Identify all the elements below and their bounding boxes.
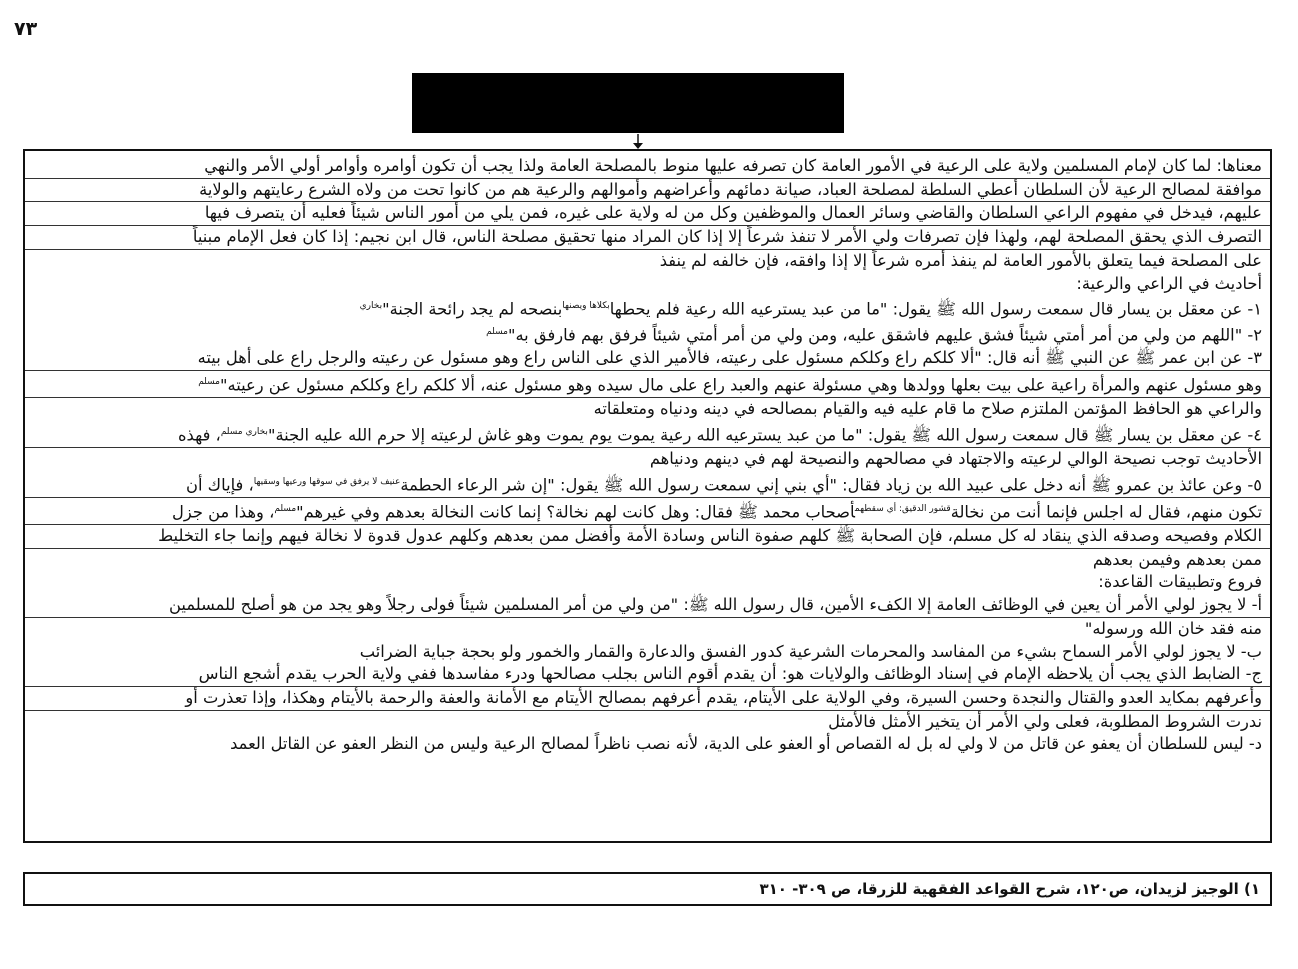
- line-text: فروع وتطبيقات القاعدة:: [1098, 572, 1262, 592]
- text-line: [33, 250, 1262, 273]
- citation-tag: قشور الدقيق: أي سقطهم: [854, 503, 951, 514]
- text-line: [33, 421, 1262, 447]
- text-line: [33, 641, 1262, 664]
- line-text: موافقة لمصالح الرعية لأن السلطان أعطي السلطة لمصلحة العباد، صيانة دمائهم وأعراضهم وأموالهم والرعية هم من كانوا تحت من ولاه الشرع رعايتهم والولاية: [199, 179, 1262, 199]
- line-text: ٣- عن ابن عمر ﷺ عن النبي ﷺ أنه قال: "ألا كلكم راع وكلكم مسئول على رعيته، فالأمير الذي على الناس راع وهو مسئول عن رعيته والرجل راع على أهل بيته: [197, 348, 1262, 368]
- text-line: [33, 571, 1262, 594]
- line-text: أحاديث في الراعي والرعية:: [1076, 273, 1262, 293]
- line-text: وهو مسئول عنهم والمرأة راعية على بيت بعلها وولدها وهي مسئولة عنهم والعبد راع على مال سيده وهو مسئول عنه، ألا كلكم راع وكلكم مسئول عن رعيته": [220, 375, 1262, 395]
- line-text: بنصحه لم يجد رائحة الجنة": [382, 299, 563, 319]
- citation-tag: مسلم: [486, 327, 508, 338]
- line-text: أصحاب محمد ﷺ فقال: وهل كانت لهم نخالة؟ إنما كانت النخالة بعدهم وفي غيرهم": [296, 502, 855, 522]
- text-line: [33, 687, 1262, 710]
- line-text: ٥- وعن عائذ بن عمرو ﷺ أنه دخل على عبيد الله بن زياد فقال: "أي بني إني سمعت رسول الله ﷺ يقول: "إن شر الرعاء الحطمة: [400, 475, 1262, 495]
- citation-tag: بخاري: [359, 301, 383, 312]
- line-text: تكون منهم، فقال له اجلس فإنما أنت من نخالة: [950, 502, 1262, 522]
- citation-tag: بكلاها ويصنها: [562, 301, 610, 312]
- line-text: ندرت الشروط المطلوبة، فعلى ولي الأمر أن يتخير الأمثل فالأمثل: [828, 711, 1262, 731]
- down-arrow-icon: [628, 134, 648, 150]
- line-text: معناها: لما كان لإمام المسلمين ولاية على الرعية في الأمور العامة كان تصرفه عليها منوط بالمصلحة العامة ولذا يجب أن تكون أوامره وأوامر أولي الأمر والنهي: [204, 156, 1262, 175]
- text-line: [33, 618, 1262, 641]
- citation-tag: عنيف لا يرفق في سوقها ورعيها وسقيها: [253, 476, 401, 487]
- text-line: [33, 295, 1262, 321]
- line-text: ب- لا يجوز لولي الأمر السماح بشيء من المفاسد والمحرمات الشرعية كدور الفسق والدعارة والقمار والخمور ولو بحجة جباية الضرائب: [359, 641, 1262, 661]
- line-text: ٢- "اللهم من ولي من أمر أمتي شيئاً فشق عليهم فاشقق عليه، ومن ولي من أمر أمتي شيئاً فرفق بهم فارفق به": [507, 325, 1262, 345]
- line-text: منه فقد خان الله ورسوله": [1084, 618, 1262, 638]
- text-line: [33, 398, 1262, 421]
- line-text: أ- لا يجوز لولي الأمر أن يعين في الوظائف العامة إلا الكفء الأمين، قال رسول الله ﷺ: "من ولي من أمر المسلمين شيئاً فولى رجلاً وهو يجد من هو أصلح للمسلمين: [169, 595, 1262, 615]
- page-number: ٧٣: [14, 18, 38, 40]
- text-line: [33, 549, 1262, 572]
- line-text: التصرف الذي يحقق المصلحة لهم، ولهذا فإن تصرفات ولي الأمر لا تنفذ شرعاً إلا إذا كان المراد منها تحقيق مصلحة الناس، قال ابن نجيم: إذا كان فعل الإمام مبنياً: [192, 227, 1262, 247]
- text-line: [33, 448, 1262, 471]
- line-text: على المصلحة فيما يتعلق بالأمور العامة لم ينفذ أمره شرعاً إلا إذا وافقه، فإن خالفه لم ينفذ: [659, 250, 1262, 270]
- line-text: ج- الضابط الذي يجب أن يلاحظه الإمام في إسناد الوظائف والولايات هو: أن يقدم أقوم الناس بجلب مصالحها ودرء مفاسدها ففي ولاية الحرب يقدم أشجع الناس: [198, 664, 1262, 684]
- text-line: [33, 663, 1262, 686]
- line-text: وأعرفهم بمكايد العدو والقتال والنجدة وحسن السيرة، وفي الولاية على الأيتام، يقدم أعرفهم بمصالح الأيتام مع الأمانة والعفة والرحمة بالأيتام وهكذا، وإذا تعذرت أو: [185, 688, 1262, 707]
- text-line: [33, 273, 1262, 296]
- text-line: [33, 471, 1262, 497]
- text-line: [33, 733, 1262, 756]
- line-text: ممن بعدهم وفيمن بعدهم: [1092, 549, 1262, 569]
- line-text: ١- عن معقل بن يسار قال سمعت رسول الله ﷺ يقول: "ما من عبد يسترعيه الله رعية فلم يحطها: [609, 299, 1262, 319]
- main-content-box: [23, 149, 1272, 843]
- text-line: [33, 371, 1262, 397]
- text-line: [33, 498, 1262, 524]
- text-line: [33, 711, 1262, 734]
- line-text: ، فإياك أن: [186, 475, 254, 495]
- line-text: والراعي هو الحافظ المؤتمن الملتزم صلاح ما قام عليه فيه والقيام بمصالحه في دينه ودنياه ومتعلقاته: [593, 399, 1262, 419]
- text-line: [33, 179, 1262, 202]
- redacted-title-block: [412, 73, 844, 133]
- line-text: د- ليس للسلطان أن يعفو عن قاتل من لا ولي له بل له القصاص أو العفو على الدية، لأنه نصب ناظراً لمصالح الرعية وليس من النظر العفو عن القاتل العمد: [230, 734, 1262, 754]
- footnote-box: [23, 872, 1272, 906]
- text-line: [33, 594, 1262, 617]
- citation-tag: مسلم: [274, 503, 297, 514]
- citation-tag: مسلم: [198, 377, 221, 388]
- line-text: ، فهذه: [178, 425, 221, 445]
- text-line: [33, 347, 1262, 370]
- text-line: [33, 155, 1262, 178]
- line-text: ، وهذا من جزل: [172, 502, 275, 522]
- text-line: [33, 202, 1262, 225]
- line-text: ٤- عن معقل بن يسار ﷺ قال سمعت رسول الله ﷺ يقول: "ما من عبد يسترعيه الله رعية يموت يوم يموت وهو غاش لرعيته إلا حرم الله عليه الجنة": [267, 425, 1262, 445]
- line-text: عليهم، فيدخل في مفهوم الراعي السلطان والقاضي وسائر العمال والموظفين وكل من له ولاية على غيره، فمن يلي من أمور الناس شيئاً فعليه أن يتصرف فيها: [204, 203, 1262, 223]
- line-text: الأحاديث توجب نصيحة الوالي لرعيته والاجتهاد في مصالحهم والنصيحة لهم في دينهم ودنياهم: [649, 449, 1262, 469]
- text-line: [33, 525, 1262, 548]
- text-line: [33, 226, 1262, 249]
- text-line: [33, 321, 1262, 347]
- citation-tag: بخاري مسلم: [220, 427, 268, 437]
- line-text: الكلام وفصيحه وصدقه الذي ينقاد له كل مسلم، فإن الصحابة ﷺ كلهم صفوة الناس وسادة الأمة وأفضل ممن بعدهم وكلهم عدول قدوة لا نخالة فيهم وإنما جاء التخليط: [158, 526, 1262, 546]
- footnote-text: ١) الوجيز لزيدان، ص١٢٠، شرح القواعد الفقهية للزرقا، ص ٣٠٩- ٣١٠: [759, 880, 1260, 898]
